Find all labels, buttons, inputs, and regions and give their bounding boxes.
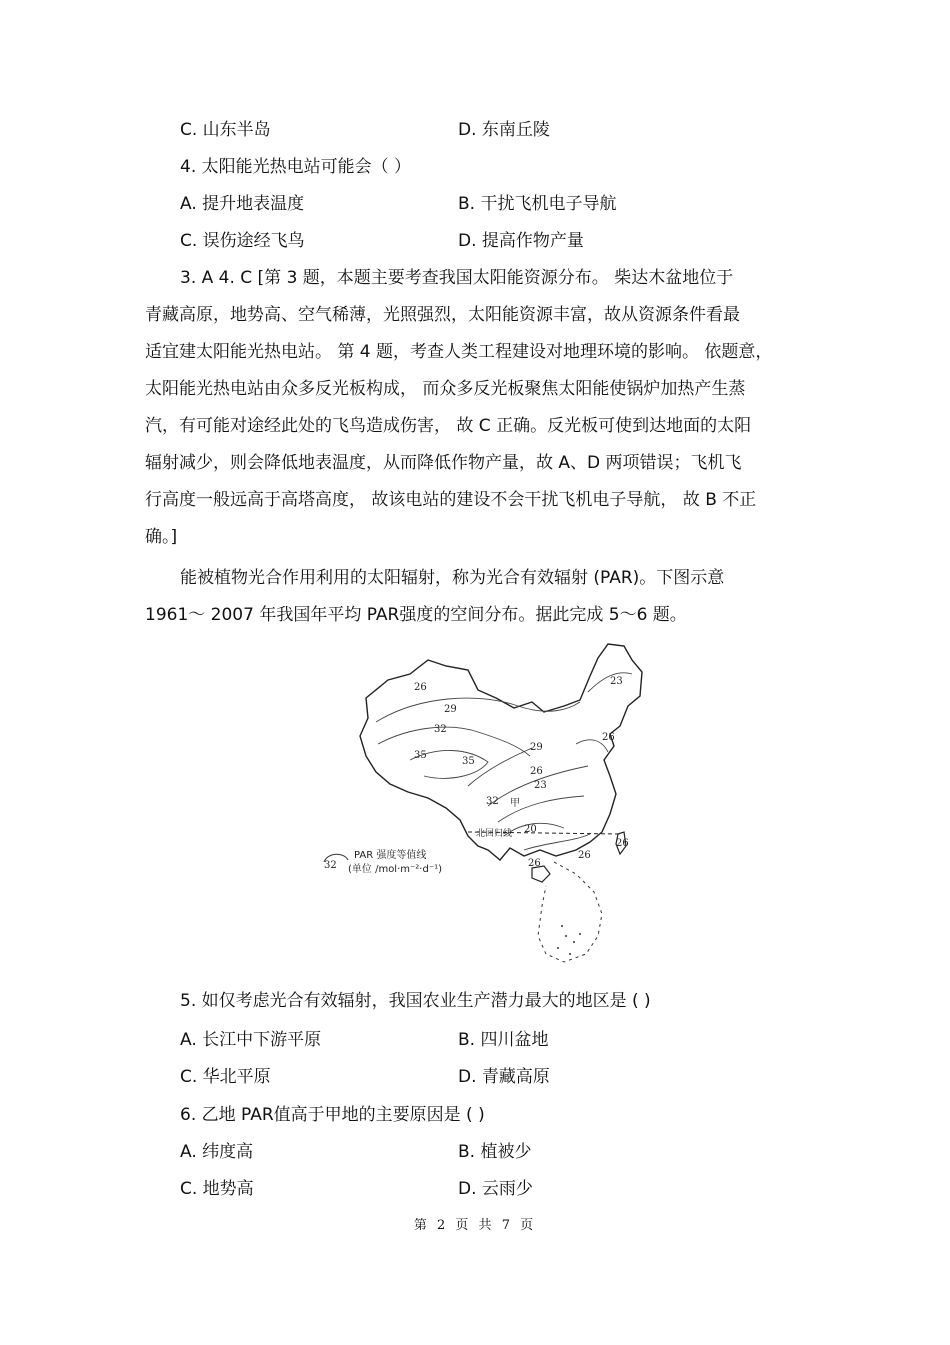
answer-line-6: 辐射减少，则会降低地表温度，从而降低作物产量，故 A、D 两项错误；飞机飞 xyxy=(145,453,742,473)
q5-option-b: B. 四川盆地 xyxy=(458,1030,549,1050)
q6-option-c: C. 地势高 xyxy=(180,1179,254,1199)
q5-option-c: C. 华北平原 xyxy=(180,1067,271,1087)
page-footer: 第 2 页 共 7 页 xyxy=(413,1218,537,1233)
q6-stem: 6. 乙地 PAR值高于甲地的主要原因是 ( ) xyxy=(180,1105,485,1125)
legend-unit: (单位 /mol·m⁻²·d⁻¹) xyxy=(348,864,443,875)
contour-label: 32 xyxy=(486,796,499,807)
q3-option-c: C. 山东半岛 xyxy=(180,120,271,140)
place-label-jia: 甲 xyxy=(510,798,520,809)
intro-line-1: 能被植物光合作用利用的太阳辐射，称为光合有效辐射 (PAR)。下图示意 xyxy=(180,568,725,588)
contour-label: 20 xyxy=(524,824,537,835)
contour-label: 32 xyxy=(434,724,447,735)
par-isolines xyxy=(376,673,632,850)
contour-label: 35 xyxy=(414,750,427,761)
q4-stem: 4. 太阳能光热电站可能会（ ） xyxy=(180,157,412,177)
legend-value: 32 xyxy=(324,860,337,871)
contour-label: 26 xyxy=(528,858,541,869)
answer-line-8: 确。] xyxy=(145,527,178,547)
q4-option-d: D. 提高作物产量 xyxy=(458,231,584,251)
q4-option-b: B. 干扰飞机电子导航 xyxy=(458,194,617,214)
place-label-tropic: 北回归线 xyxy=(476,829,513,839)
isoline-29-middle xyxy=(468,748,532,786)
contour-label: 26 xyxy=(578,850,591,861)
q4-option-a: A. 提升地表温度 xyxy=(180,194,305,214)
south-sea-islands xyxy=(557,925,581,955)
contour-label: 26 xyxy=(616,838,629,849)
contour-label: 29 xyxy=(530,742,543,753)
q5-option-d: D. 青藏高原 xyxy=(458,1067,550,1087)
contour-label: 26 xyxy=(414,682,427,693)
q6-option-d: D. 云雨少 xyxy=(458,1179,533,1199)
answer-line-7: 行高度一般远高于高塔高度， 故该电站的建设不会干扰飞机电子导航， 故 B 不正 xyxy=(145,490,757,510)
q5-option-a: A. 长江中下游平原 xyxy=(180,1030,322,1050)
answer-line-2: 青藏高原，地势高、空气稀薄，光照强烈，太阳能资源丰富，故从资源条件看最 xyxy=(145,305,740,325)
q6-option-a: A. 纬度高 xyxy=(180,1142,254,1162)
intro-line-2: 1961～ 2007 年我国年平均 PAR强度的空间分布。据此完成 5～6 题。 xyxy=(145,605,687,625)
contour-label: 35 xyxy=(462,756,475,767)
answer-line-3: 适宜建太阳能光热电站。 第 4 题，考查人类工程建设对地理环境的影响。 依题意， xyxy=(145,342,773,362)
answer-line-4: 太阳能光热电站由众多反光板构成， 而众多反光板聚焦太阳能使锅炉加热产生蒸 xyxy=(145,379,746,399)
q6-option-b: B. 植被少 xyxy=(458,1142,532,1162)
answer-line-1: 3. A 4. C [第 3 题，本题主要考查我国太阳能资源分布。 柴达木盆地位于 xyxy=(180,268,734,288)
q5-stem: 5. 如仅考虑光合有效辐射，我国农业生产潜力最大的地区是 ( ) xyxy=(180,991,651,1011)
isoline-32-west xyxy=(378,727,530,756)
par-map-figure xyxy=(318,636,648,976)
contour-label: 26 xyxy=(530,766,543,777)
contour-label: 23 xyxy=(534,780,547,791)
contour-label: 26 xyxy=(602,732,615,743)
legend-title: PAR 强度等值线 xyxy=(354,850,427,861)
contour-label: 23 xyxy=(610,676,623,687)
china-outline xyxy=(360,644,642,860)
contour-label: 29 xyxy=(444,704,457,715)
q4-option-c: C. 误伤途经飞鸟 xyxy=(180,231,305,251)
answer-line-5: 汽，有可能对途经此处的飞鸟造成伤害， 故 C 正确。反光板可使到达地面的太阳 xyxy=(145,416,752,436)
par-map-svg xyxy=(318,636,648,976)
q3-option-d: D. 东南丘陵 xyxy=(458,120,550,140)
